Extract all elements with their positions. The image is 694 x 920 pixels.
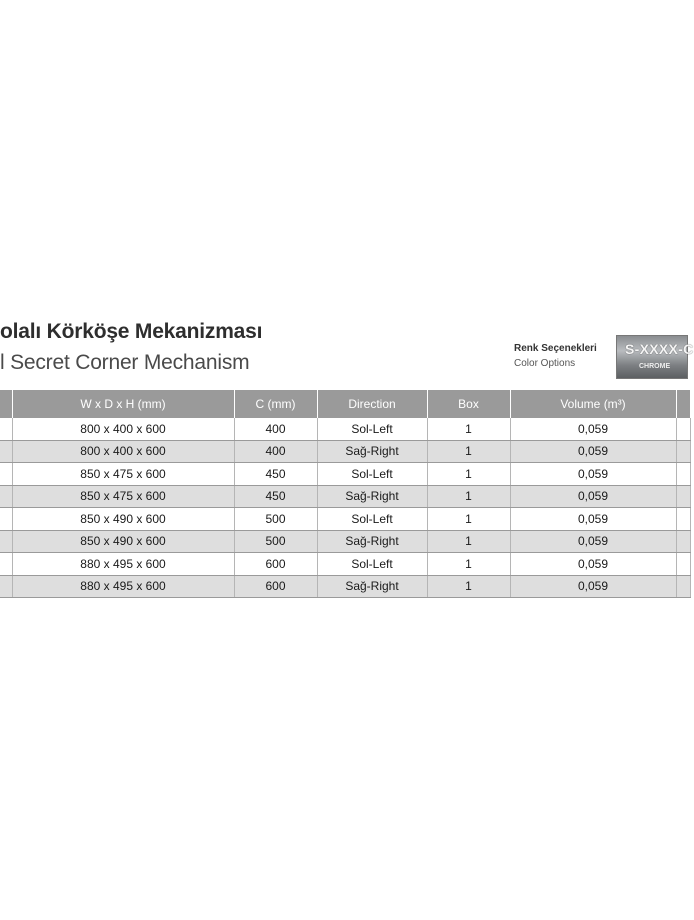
table-cell [0, 553, 12, 576]
table-cell: 0,059 [510, 530, 676, 553]
table-cell: Sağ-Right [317, 530, 427, 553]
table-cell: 1 [427, 508, 510, 531]
table-row [0, 463, 690, 486]
table-cell: 600 [234, 553, 317, 576]
swatch-name: CHROME [639, 363, 671, 370]
table-cell: Sağ-Right [317, 485, 427, 508]
table-row [0, 553, 690, 576]
table-cell: Sağ-Right [317, 440, 427, 463]
chrome-color-swatch [616, 335, 694, 379]
table-cell: 850 x 475 x 600 [12, 463, 234, 486]
header-cell: W x D x H (mm) [12, 390, 234, 418]
table-cell: 500 [234, 530, 317, 553]
table-cell [676, 575, 690, 598]
table-row [0, 508, 690, 531]
table-cell: 850 x 490 x 600 [12, 508, 234, 531]
table-row [0, 440, 690, 463]
table-cell [676, 508, 690, 531]
table-cell: 0,059 [510, 440, 676, 463]
table-cell [676, 485, 690, 508]
table-cell: 880 x 495 x 600 [12, 575, 234, 598]
table-cell: 880 x 495 x 600 [12, 553, 234, 576]
header-cell: Box [427, 390, 510, 418]
page-title-english: l Secret Corner Mechanism [0, 351, 250, 374]
table-cell: 1 [427, 440, 510, 463]
header-cell: Direction [317, 390, 427, 418]
page-title-turkish: olalı Körköşe Mekanizması [0, 320, 263, 343]
table-cell: 0,059 [510, 485, 676, 508]
table-cell: 450 [234, 463, 317, 486]
table-cell: 0,059 [510, 418, 676, 440]
table-cell: 400 [234, 440, 317, 463]
table-row [0, 418, 690, 440]
table-cell: 0,059 [510, 508, 676, 531]
table-cell [0, 418, 12, 440]
table-cell: 1 [427, 463, 510, 486]
table-cell: 1 [427, 485, 510, 508]
header-cell [0, 390, 12, 418]
table-cell: 400 [234, 418, 317, 440]
table-cell: 450 [234, 485, 317, 508]
table-cell [676, 530, 690, 553]
table-cell [0, 463, 12, 486]
table-row [0, 485, 690, 508]
table-cell [0, 440, 12, 463]
table-cell: 1 [427, 530, 510, 553]
table-cell: 800 x 400 x 600 [12, 418, 234, 440]
header-cell [676, 390, 690, 418]
table-cell: 0,059 [510, 463, 676, 486]
table-header-row [0, 390, 690, 418]
table-cell [676, 440, 690, 463]
table-row [0, 530, 690, 553]
table-cell: 500 [234, 508, 317, 531]
table-cell: 1 [427, 575, 510, 598]
table-cell [676, 463, 690, 486]
table-cell [0, 530, 12, 553]
table-cell: 800 x 400 x 600 [12, 440, 234, 463]
table-cell [0, 508, 12, 531]
header-cell: Volume (m³) [510, 390, 676, 418]
table-cell: Sol-Left [317, 418, 427, 440]
table-cell [676, 553, 690, 576]
table-cell [0, 575, 12, 598]
product-spec-table [0, 390, 691, 598]
table-cell: Sol-Left [317, 508, 427, 531]
color-options-label-en: Color Options [514, 358, 576, 369]
table-cell: 600 [234, 575, 317, 598]
table-cell: 850 x 490 x 600 [12, 530, 234, 553]
table-cell [676, 418, 690, 440]
table-cell: Sol-Left [317, 463, 427, 486]
table-cell: 850 x 475 x 600 [12, 485, 234, 508]
table-row [0, 575, 690, 598]
table-cell: 0,059 [510, 575, 676, 598]
header-cell: C (mm) [234, 390, 317, 418]
table-cell: Sol-Left [317, 553, 427, 576]
table-cell: 0,059 [510, 553, 676, 576]
swatch-code: S-XXXX-C [625, 341, 694, 357]
table-cell: Sağ-Right [317, 575, 427, 598]
table-cell: 1 [427, 418, 510, 440]
table-cell: 1 [427, 553, 510, 576]
table-cell [0, 485, 12, 508]
color-options-label-tr: Renk Seçenekleri [514, 343, 597, 354]
